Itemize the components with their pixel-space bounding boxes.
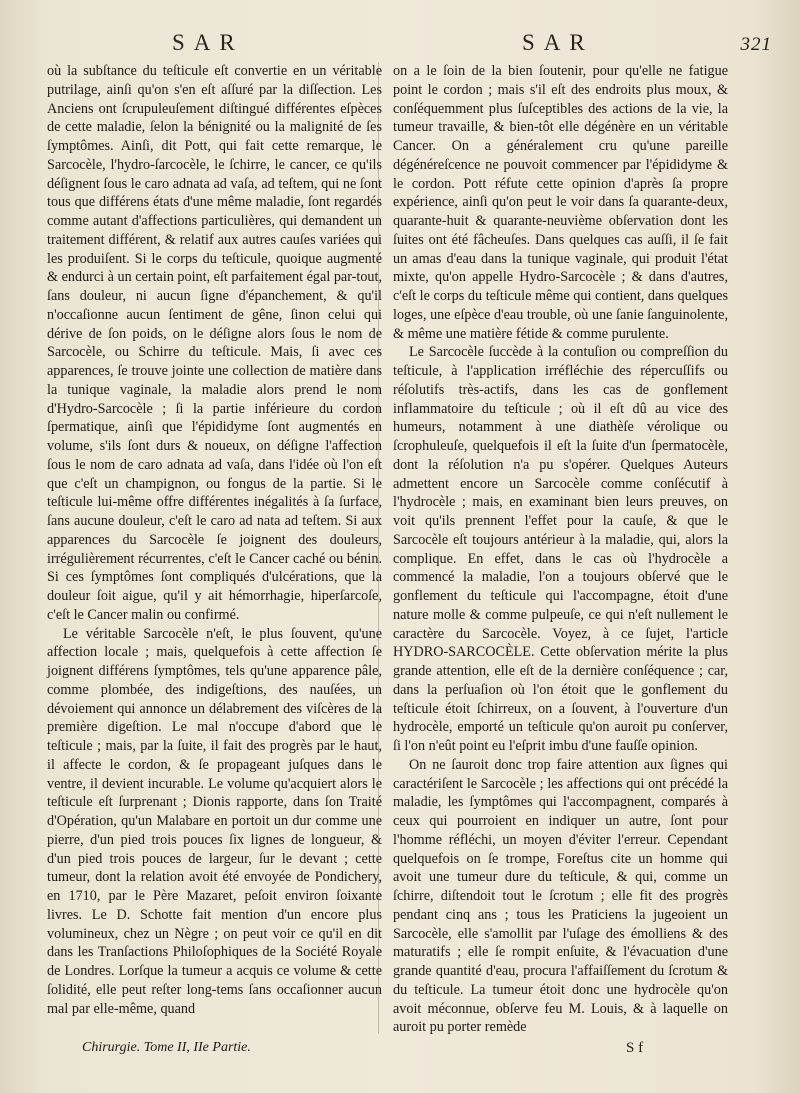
paragraph: On ne ſauroit donc trop faire attention aux ſignes qui caractériſent le Sarcocèle ; les affections qui ont précédé la maladie, les ſymptômes qui l'accompagnent, comparés à ceux qui pourroient en indiquer un autre, ſont pour l'homme réfléchi, un moyen d'éviter l'erreur. Cependant quelquefois on ſe trompe, Foreſtus cite un homme qui avoit une tumeur dure du teſticule, & qui, comme un ſchirre, diſtendoit tout le ſcrotum ; elle fit des progrès pendant cinq ans ; tous les Praticiens la jugeoient un Sarcocèle, elle s'amollit par l'uſage des émolliens & des maturatifs ; elle ſe rompit enſuite, & l'évacuation d'une grande quantité d'eau, procura l'affaiſſement du ſcrotum & du teſticule. La tumeur étoit donc une hydrocèle qu'on avoit méconnue, obſerve feu M. Louis, & à laquelle on auroit pu porter remède: [393, 756, 728, 1036]
paragraph: Le Sarcocèle ſuccède à la contuſion ou compreſſion du teſticule, à l'application irréfléchie des répercuſſifs ou réſolutifs très-actifs, dans les cas de gonflement inflammatoire du teſticule ; où il eſt dû au vice des humeurs, notamment à une diathèſe vérolique ou ſcrophuleuſe, quelquefois il eſt la ſuite d'un ſpermatocèle, dont la réſolution n'a pu s'opérer. Quelques Auteurs admettent encore un Sarcocèle comme conſécutif à l'hydrocèle ; mais, en examinant bien leurs preuves, on voit qu'ils prennent l'effet pour la cauſe, & que le Sarcocèle eſt toujours antérieur à la maladie, qui, alors la complique. En effet, dans le cas où l'hydrocèle a commencé la maladie, l'on a toujours obſervé que le gonflement du teſticule qui l'accompagne, étoit d'une nature molle & comme pulpeuſe, ce qui n'eſt nullement le caractère du Sarcocèle. Voyez, à ce ſujet, l'article HYDRO-SARCOCÈLE. Cette obſervation mérite la plus grande attention, elle eſt de la dernière conſéquence ; car, dans la perſuaſion où l'on étoit que le gonflement du teſticule étoit ſchirreux, on a ſouvent, à l'ouverture d'un hydrocèle, emporté un teſticule qu'on auroit pu conſerver, ſi l'on n'eût point eu l'eſprit imbu d'une fauſſe opinion.: [393, 344, 728, 754]
running-head-left: SAR: [172, 30, 244, 55]
paragraph: où la subſtance du teſticule eſt convertie en un véritable putrilage, ainſi qu'on s'en eſt aſſuré par la diſſection. Les Anciens ont ſcrupuleuſement diſtingué différentes eſpèces de cette maladie, ſelon la bénignité ou la malignité de ſes ſymptômes. Ainſi, dit Pott, qui fait cette remarque, le Sarcocèle, l'hydro-ſarcocèle, le ſchirre, le cancer, ce qu'ils déſignent ſous le caro adnata ad vaſa, ad teſtem, qui ne ſont tous que différens états d'une même maladie, ſont regardés comme autant d'affections particulières, qui demandent un traitement différent, & relatif aux autres cauſes variées qui les produiſent. Si le corps du teſticule, quoique augmenté & endurci à un certain point, eſt parfaitement égal par-tout, ſans douleur, ni aucun ſigne d'épanchement, & qu'il n'occaſionne aucun ſentiment de gêne, ſinon celui qui dérive de ſon poids, on le déſigne alors ſous le nom de Sarcocèle, ou Schirre du teſticule. Mais, ſi avec ces apparences, ſe trouve jointe une collection de matière dans la tunique vaginale, la maladie alors prend le nom d'Hydro-Sarcocèle ; ſi la partie inférieure du cordon ſpermatique, ainſi que l'épididyme ſont augmentés en volume, s'ils ſont durs & noueux, on déſigne l'affection ſous le nom de caro adnata ad vaſa, dans l'idée où l'on eſt que c'eſt un champignon, ou fongus de la partie. Si le teſticule lui-même offre différentes inégalités à ſa ſurface, ſans aucune douleur, c'eſt le caro ad nata ad teſtem. Si aux apparences du Sarcocèle ſe joignent des douleurs, irrégulièrement récurrentes, c'eſt le Cancer caché ou bénin. Si ces ſymptômes ſont compliqués d'ulcérations, que la douleur ſoit aigue, qu'il y ait hémorrhagie, hiperſarcoſe, c'eſt le Cancer malin ou confirmé.: [47, 63, 382, 623]
page-number: 321: [740, 34, 772, 55]
text-column-left: [47, 62, 382, 1018]
footer-signature-mark: S f: [626, 1040, 644, 1056]
running-head-right: SAR: [522, 30, 594, 55]
paragraph: Le véritable Sarcocèle n'eſt, le plus ſouvent, qu'une affection locale ; mais, quelquefois à cette affection ſe joignent différens ſymptômes, tels qu'une apparence pâle, comme plombée, des indigeſtions, des nauſées, un dévoiement qui annonce un délabrement des viſcères de la première digeſtion. Le mal n'occupe d'abord que le teſticule ; mais, par la ſuite, il fait des progrès par le haut, il affecte le cordon, & ſe propageant juſques dans le ventre, il devient incurable. Le volume qu'acquiert alors le teſticule eſt ſurprenant ; Dionis rapporte, dans ſon Traité d'Opération, qu'un Malabare en portoit un dur comme une pierre, d'un pied trois pouces ſix lignes de longueur, & d'un pied trois pouces de largeur, ſur le devant ; cette tumeur, dont la relation avoit été envoyée de Pondichery, en 1710, par le Père Mazaret, peſoit environ ſoixante livres. Le D. Schotte fait mention d'un encore plus volumineux, chez un Nègre ; on peut voir ce qu'il en dit dans les Tranſactions Philoſophiques de la Société Royale de Londres. Lorſque la tumeur a acquis ce volume & cette ſolidité, elle peut reſter long-tems ſans occaſionner aucun mal par elle-même, quand: [47, 625, 382, 1017]
column-divider: [378, 62, 379, 1034]
text-column-right: [393, 62, 728, 1037]
footer-volume: Chirurgie. Tome II, IIe Partie.: [82, 1040, 251, 1055]
paragraph: on a le ſoin de la bien ſoutenir, pour qu'elle ne fatigue point le cordon ; mais s'il eſt des endroits plus moux, & conſéquemment plus ſuſceptibles des actions de la vie, la tumeur travaille, & bien-tôt elle dégénère en un véritable Cancer. On a généralement cru qu'une pareille dégénéreſcence ne pouvoit commencer par l'épididyme & le cordon. Pott réfute cette opinion d'après ſa propre expérience, ainſi qu'on peut le voir dans ſa quarante-deux, quarante-huit & quarante-neuvième obſervation dont les ſuites ont été fâcheuſes. Dans quelques cas auſſi, il ſe fait un amas d'eau dans la tunique vaginale, qui produit l'état mixte, qu'on appelle Hydro-Sarcocèle ; & dans d'autres, c'eſt le corps du teſticule même qui contient, dans quelques loges, une eſpèce d'eau trouble, où une ſanie ſanguinolente, & même une matière fétide & comme purulente.: [393, 63, 728, 342]
